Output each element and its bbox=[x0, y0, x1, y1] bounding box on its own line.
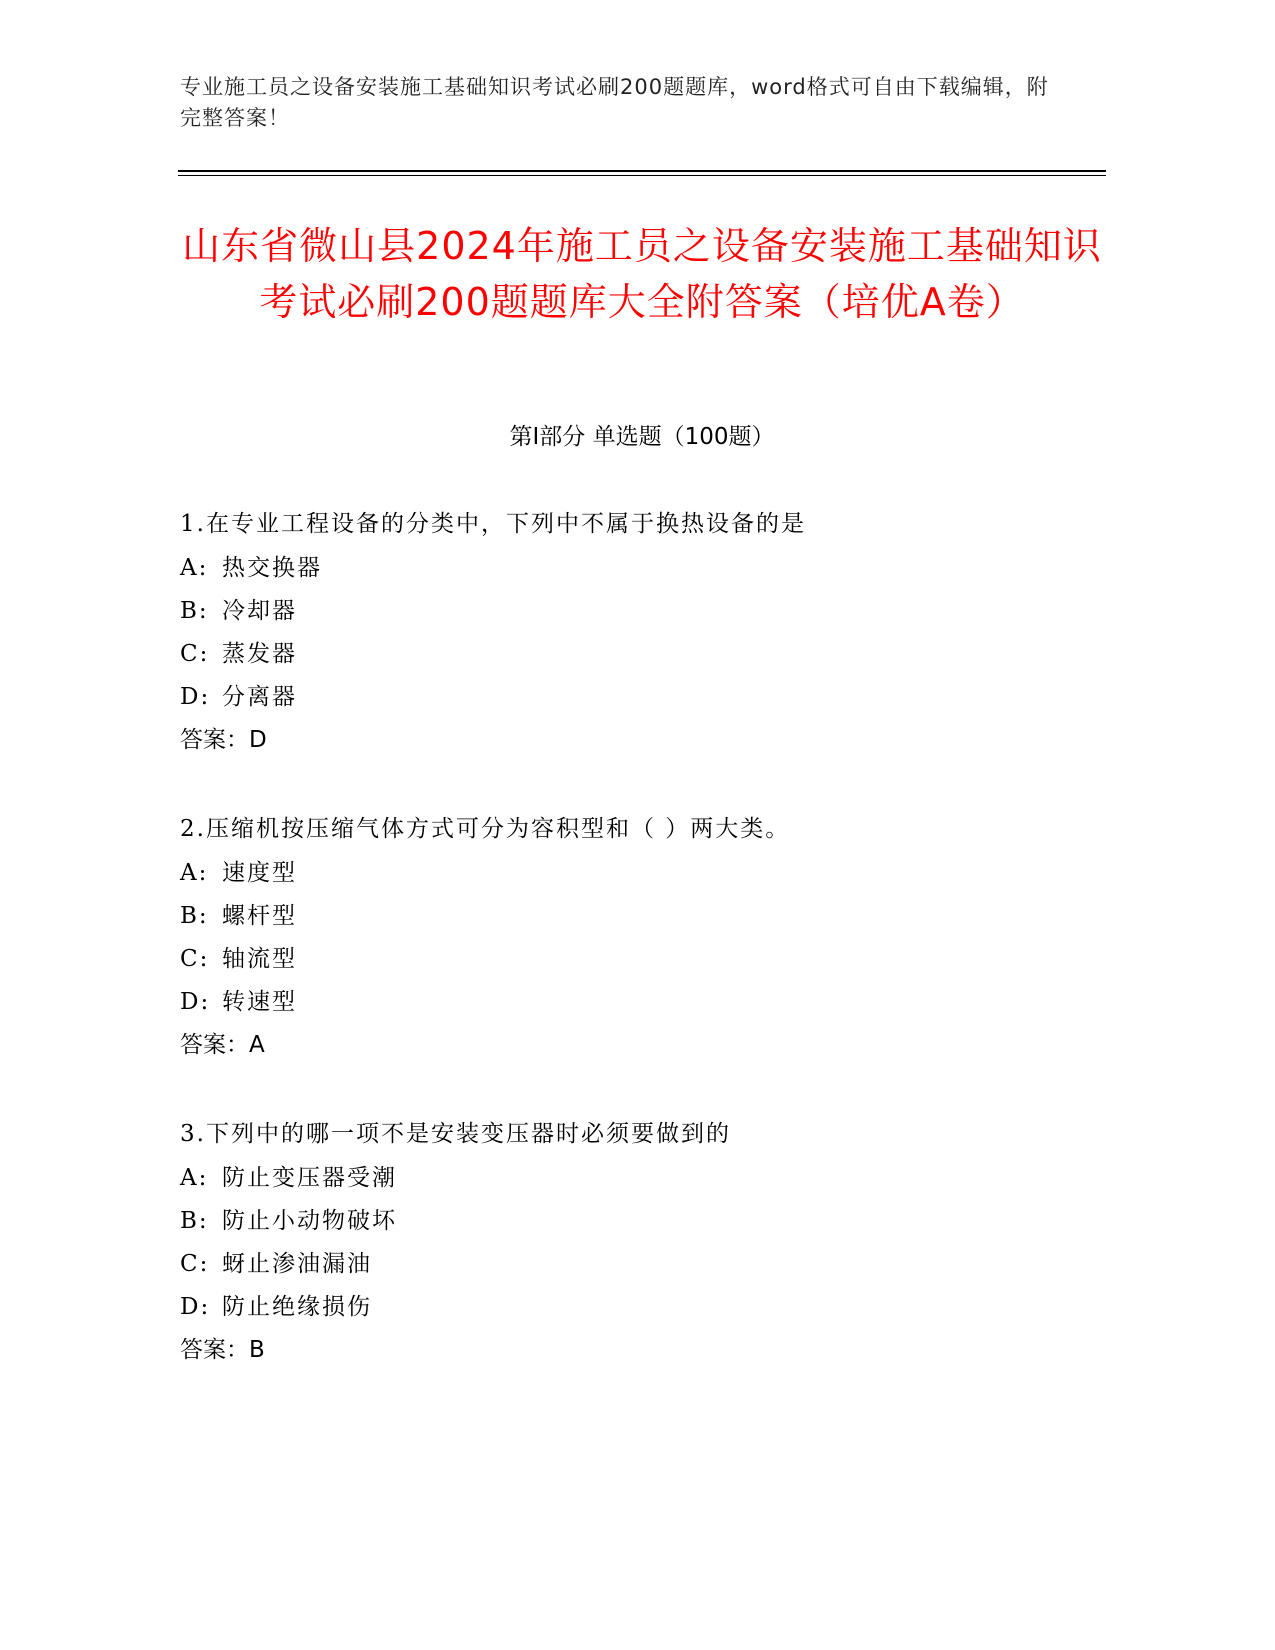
option-d bbox=[180, 985, 1080, 1028]
question-stem: 1.在专业工程设备的分类中，下列中不属于换热设备的是 bbox=[180, 511, 806, 537]
option-b bbox=[180, 899, 1080, 942]
option-text: 轴流型 bbox=[222, 946, 297, 972]
option-letter: D: bbox=[180, 989, 211, 1015]
option-letter: A: bbox=[180, 860, 209, 886]
option-c bbox=[180, 1247, 1080, 1290]
answer-line: 答案：D bbox=[180, 727, 267, 753]
option-a bbox=[180, 1161, 1080, 1204]
option-letter: C: bbox=[180, 946, 210, 972]
header-note: 专业施工员之设备安装施工基础知识考试必刷200题题库，word格式可自由下载编辑，附完整答案！ bbox=[180, 75, 1049, 130]
option-letter: C: bbox=[180, 1251, 210, 1277]
option-text: 蚜止渗油漏油 bbox=[222, 1251, 372, 1277]
answer-line: 答案：A bbox=[180, 1032, 265, 1058]
option-d bbox=[180, 680, 1080, 723]
option-a bbox=[180, 551, 1080, 594]
option-letter: D: bbox=[180, 1294, 211, 1320]
section-heading: 第Ⅰ部分 单选题（100题） bbox=[509, 424, 775, 450]
document-title: 山东省微山县2024年施工员之设备安装施工基础知识考试必刷200题题库大全附答案（培优A卷） bbox=[182, 224, 1102, 324]
option-letter: D: bbox=[180, 684, 211, 710]
option-text: 防止变压器受潮 bbox=[222, 1165, 397, 1191]
question-3 bbox=[180, 1117, 1080, 1377]
option-letter: B: bbox=[180, 903, 209, 929]
option-letter: C: bbox=[180, 641, 210, 667]
option-text: 转速型 bbox=[222, 989, 297, 1015]
header-rule-thin bbox=[178, 175, 1106, 176]
question-stem: 3.下列中的哪一项不是安装变压器时必须要做到的 bbox=[180, 1121, 731, 1147]
option-text: 防止绝缘损伤 bbox=[222, 1294, 372, 1320]
question-1 bbox=[180, 507, 1080, 767]
option-b bbox=[180, 1204, 1080, 1247]
option-text: 分离器 bbox=[222, 684, 297, 710]
option-b bbox=[180, 594, 1080, 637]
option-text: 热交换器 bbox=[222, 555, 322, 581]
header-rule-thick bbox=[178, 170, 1106, 172]
option-text: 蒸发器 bbox=[222, 641, 297, 667]
option-letter: A: bbox=[180, 1165, 209, 1191]
option-letter: B: bbox=[180, 1208, 209, 1234]
option-c bbox=[180, 942, 1080, 985]
option-c bbox=[180, 637, 1080, 680]
option-text: 螺杆型 bbox=[222, 903, 297, 929]
option-letter: B: bbox=[180, 598, 209, 624]
question-2 bbox=[180, 812, 1080, 1072]
option-text: 速度型 bbox=[222, 860, 297, 886]
option-text: 防止小动物破坏 bbox=[222, 1208, 397, 1234]
option-d bbox=[180, 1290, 1080, 1333]
option-text: 冷却器 bbox=[222, 598, 297, 624]
answer-line: 答案：B bbox=[180, 1337, 265, 1363]
option-letter: A: bbox=[180, 555, 209, 581]
question-stem: 2.压缩机按压缩气体方式可分为容积型和（ ）两大类。 bbox=[180, 816, 791, 842]
option-a bbox=[180, 856, 1080, 899]
